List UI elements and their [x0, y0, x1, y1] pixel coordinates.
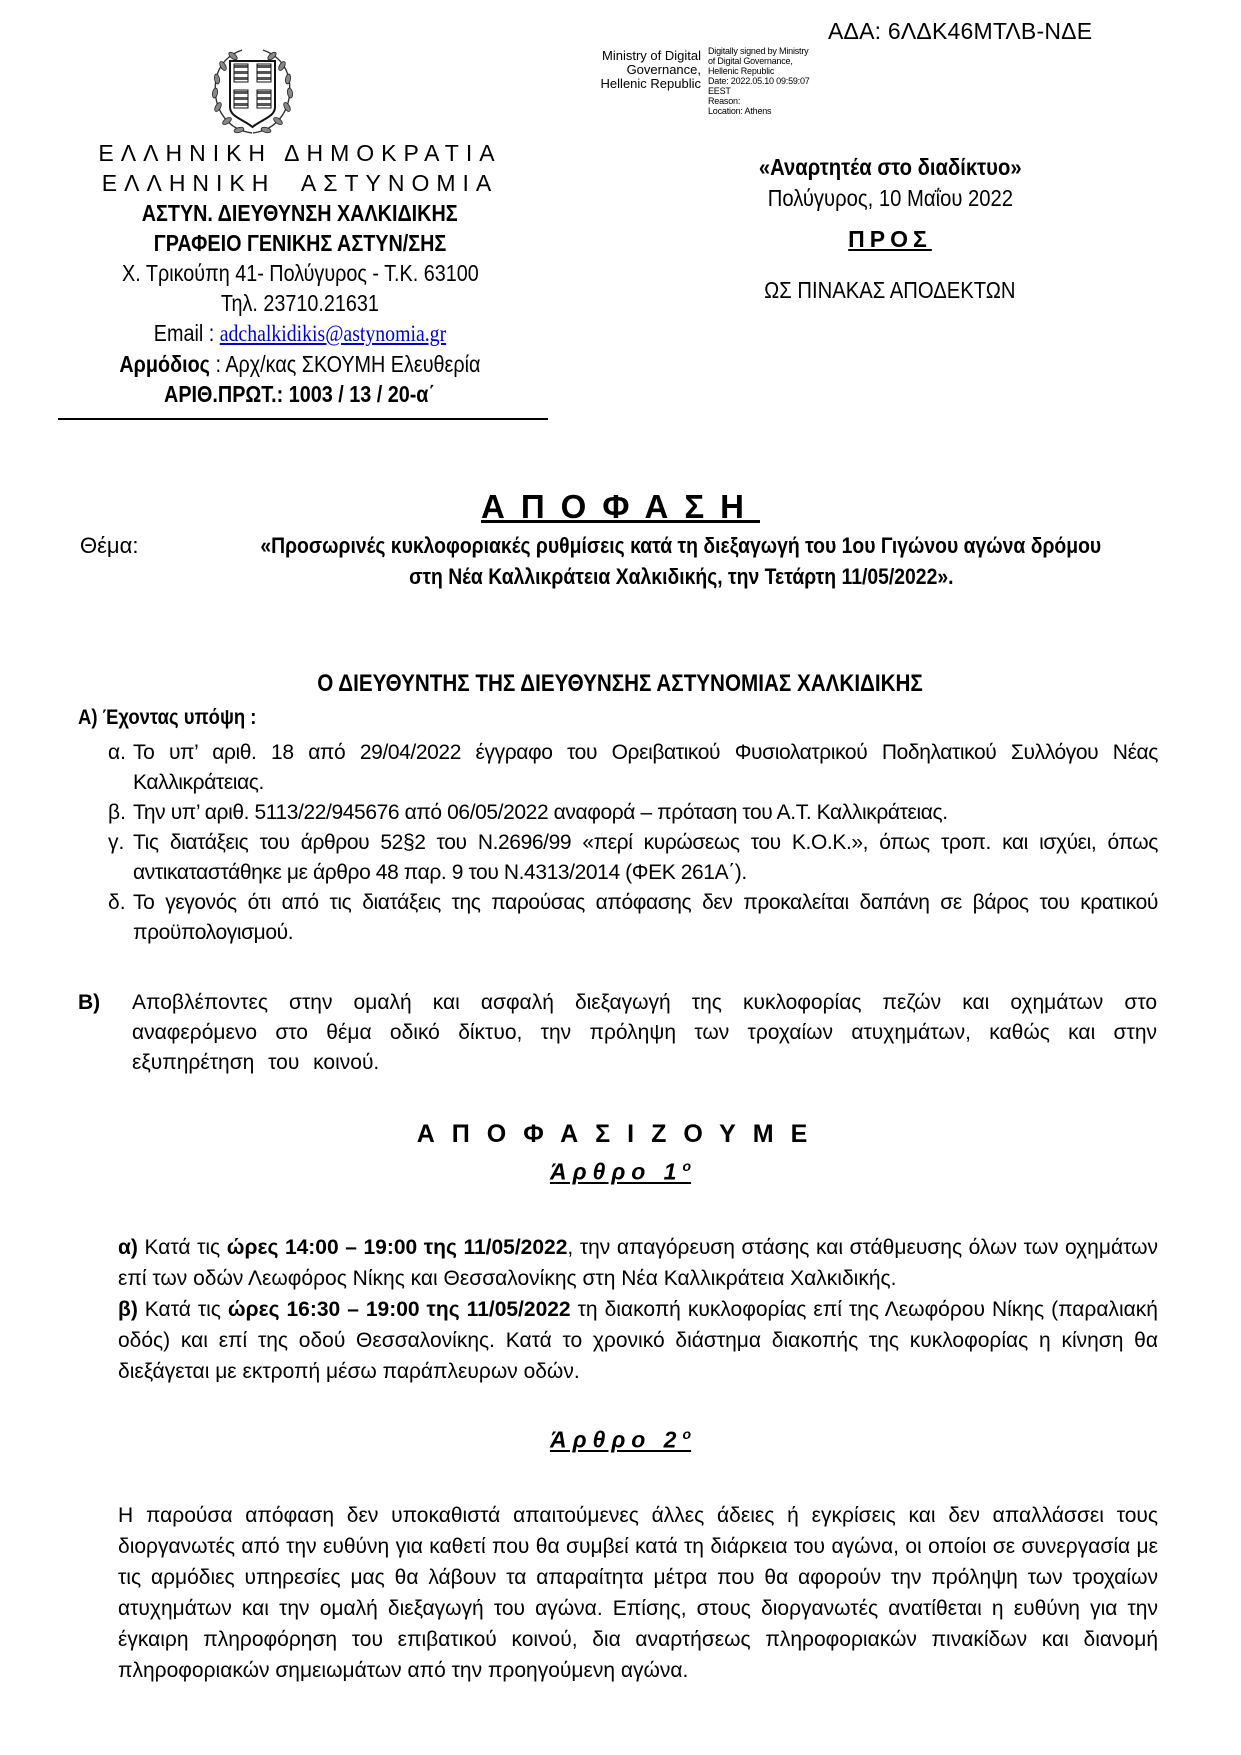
publish-note [700, 152, 1080, 183]
document-title: ΑΠΟΦΑΣΗ [481, 488, 760, 525]
email-label: Email : [153, 320, 220, 346]
publish-note-text: «Αναρτητέα στο διαδίκτυο» [758, 154, 1022, 180]
section-b-mark: Β) [78, 991, 101, 1014]
place-date-text: Πολύγυρος, 10 Μαΐου 2022 [767, 185, 1013, 211]
address [55, 258, 545, 288]
recipient-header [700, 152, 1080, 306]
header-divider [58, 418, 548, 420]
signature-detail-line: EEST [708, 86, 731, 96]
para-text: τη διακοπή κυκλοφορίας επί της Λεωφόρου Νίκης (παραλιακή οδός) και επί της οδού Θεσσαλονίκης. Κατά το χρονικό διάστημα διακοπής της κυκλοφορίας η κίνηση θα διεξάγεται με εκτροπή μέσω παράπλευρων οδών. [118, 1298, 1158, 1383]
list-item-text: Την υπ’ αριθ. 5113/22/945676 από 06/05/2022 αναφορά – πρόταση του Α.Τ. Καλλικράτειας. [133, 801, 948, 824]
director-heading [0, 670, 1241, 698]
section-a-heading-text: Α) Έχοντας υπόψη : [78, 706, 257, 729]
subject-line: «Προσωρινές κυκλοφοριακές ρυθμίσεις κατά τη διεξαγωγή του 1ου Γιγώνου αγώνα δρόμου [260, 533, 1102, 558]
list-item-mark: β. [108, 801, 126, 824]
phone-text: Τηλ. 23710.21631 [220, 290, 380, 316]
signature-detail-line: Date: 2022.05.10 09:59:07 [708, 76, 810, 86]
phone [55, 288, 545, 318]
para-text: Κατά τις [137, 1236, 227, 1259]
para-text: Κατά τις [137, 1298, 228, 1321]
recipients-text: ΩΣ ΠΙΝΑΚΑΣ ΑΠΟΔΕΚΤΩΝ [764, 277, 1016, 303]
list-item-mark: γ. [108, 831, 125, 854]
ada-identifier: ΑΔΑ: 6ΛΔΚ46ΜΤΛΒ-ΝΔΕ [828, 18, 1093, 44]
police-name: ΕΛΛΗΝΙΚΗ ΑΣΤΥΝΟΜΙΑ [101, 170, 499, 196]
list-item [108, 738, 1158, 798]
article-2-text: Η παρούσα απόφαση δεν υποκαθιστά απαιτούμενες άλλες άδειες ή εγκρίσεις και δεν απαλλάσσει τους διοργανωτές από την ευθύνη για καθετί που θα συμβεί κατά τη διάρκεια του αγώνα, οι οποίοι σε συνεργασία με τις αρμόδιες υπηρεσίες μας θα λάβουν τα απαραίτητα μέτρα που θα αφορούν την πρόληψη των τροχαίων ατυχημάτων και την ομαλή διεξαγωγή του αγώνα. Επίσης, στους διοργανωτές ανατίθεται η ευθύνη για την έγκαιρη πληροφόρηση του επιβατικού κοινού, δια αναρτήσεως πληροφοριακών πινακίδων και διανομή πληροφοριακών σημειωμάτων από την προηγούμενη αγώνα. [118, 1504, 1158, 1682]
article-1-title-text: Άρθρο 1 [549, 1158, 683, 1185]
republic-name: ΕΛΛΗΝΙΚΗ ΔΗΜΟΚΡΑΤΙΑ [98, 140, 502, 166]
signature-detail-line: Hellenic Republic [708, 66, 775, 76]
email-link[interactable]: adchalkidikis@astynomia.gr [219, 321, 447, 346]
signature-detail-line: Location: Athens [708, 106, 772, 116]
signature-detail-line: of Digital Governance, [708, 56, 793, 66]
article-2-title-sup: ο [682, 1426, 692, 1442]
article-2-title-text: Άρθρο 2 [549, 1426, 683, 1453]
responsible-label: Αρμόδιος [119, 351, 211, 377]
protocol-number [55, 379, 545, 409]
list-item [108, 798, 1158, 828]
article-1-title-sup: ο [682, 1158, 692, 1174]
section-b-text: Αποβλέποντες στην ομαλή και ασφαλή διεξαγωγή της κυκλοφορίας πεζών και οχημάτων στο αναφερόμενο στο θέμα οδικό δίκτυο, την πρόληψη των τροχαίων ατυχημάτων, καθώς και στην εξυπηρέτηση του κοινού. [132, 991, 1157, 1074]
signature-org-line: Governance, [626, 62, 701, 77]
article-1-para-b [118, 1294, 1158, 1387]
section-a-heading [78, 706, 281, 730]
list-item [108, 888, 1158, 948]
protocol-text: ΑΡΙΘ.ΠΡΩΤ.: 1003 / 13 / 20-α΄ [164, 381, 436, 407]
address-text: Χ. Τρικούπη 41- Πολύγυρος - Τ.Κ. 63100 [121, 260, 479, 286]
list-item-mark: δ. [108, 891, 126, 914]
directorate-name [55, 198, 545, 228]
recipients-list [700, 275, 1080, 306]
list-item [108, 828, 1158, 888]
list-item-text: Το υπ’ αριθ. 18 από 29/04/2022 έγγραφο του Ορειβατικού Φυσιολατρικού Ποδηλατικού Συλλόγου Νέας Καλλικράτειας. [133, 741, 1158, 794]
office-text: ΓΡΑΦΕΙΟ ΓΕΝΙΚΗΣ ΑΣΤΥΝ/ΣΗΣ [153, 230, 447, 256]
subject-text [166, 530, 1196, 592]
signature-details [708, 46, 838, 116]
email-line [55, 318, 545, 349]
para-text: , την απαγόρευση στάσης και στάθμευσης όλων των οχημάτων επί των οδών Λεωφόρος Νίκης και Θεσσαλονίκης στη Νέα Καλλικράτεια Χαλκιδικής. [118, 1236, 1158, 1290]
subject-label: Θέμα: [80, 533, 139, 558]
list-item-text: Τις διατάξεις του άρθρου 52§2 του Ν.2696/99 «περί κυρώσεως του Κ.Ο.Κ.», όπως τροπ. και ισχύει, όπως αντικαταστάθηκε με άρθρο 48 παρ. 9 του Ν.4313/2014 (ΦΕΚ 261Α΄). [133, 831, 1158, 884]
subject-line: στη Νέα Καλλικράτεια Χαλκιδικής, την Τετάρτη 11/05/2022». [408, 564, 954, 589]
director-heading-text: Ο ΔΙΕΥΘΥΝΤΗΣ ΤΗΣ ΔΙΕΥΘΥΝΣΗΣ ΑΣΤΥΝΟΜΙΑΣ ΧΑΛΚΙΔΙΚΗΣ [317, 670, 924, 697]
signature-detail-line: Digitally signed by Ministry [708, 46, 809, 56]
greek-coat-of-arms-icon [210, 45, 295, 140]
signature-org-line: Hellenic Republic [600, 76, 701, 91]
signature-org-line: Ministry of Digital [602, 48, 701, 63]
responsible-value: : Αρχ/κας ΣΚΟΥΜΗ Ελευθερία [210, 351, 481, 377]
para-mark: α) [118, 1236, 138, 1259]
article-1-para-a [118, 1232, 1158, 1294]
para-bold-text: ώρες 14:00 – 19:00 της 11/05/2022 [226, 1236, 568, 1259]
responsible-officer [55, 349, 545, 379]
list-item-mark: α. [108, 741, 126, 764]
para-bold-text: ώρες 16:30 – 19:00 της 11/05/2022 [227, 1298, 571, 1321]
issuer-header [55, 138, 545, 409]
office-name [55, 228, 545, 258]
signature-organization [586, 49, 701, 91]
list-item-text: Το γεγονός ότι από τις διατάξεις της παρούσας απόφασης δεν προκαλείται δαπάνη σε βάρος του κρατικού προϋπολογισμού. [133, 891, 1158, 944]
place-date [700, 183, 1080, 214]
article-1-title [0, 1158, 1241, 1186]
decide-heading: ΑΠΟΦΑΣΙΖΟΥΜΕ [416, 1120, 825, 1148]
para-mark: β) [118, 1298, 138, 1321]
considerations-list [108, 738, 1158, 948]
to-label: ΠΡΟΣ [848, 226, 932, 252]
article-2-title [0, 1426, 1241, 1454]
directorate-text: ΑΣΤΥΝ. ΔΙΕΥΘΥΝΣΗ ΧΑΛΚΙΔΙΚΗΣ [142, 200, 458, 226]
signature-detail-line: Reason: [708, 96, 741, 106]
